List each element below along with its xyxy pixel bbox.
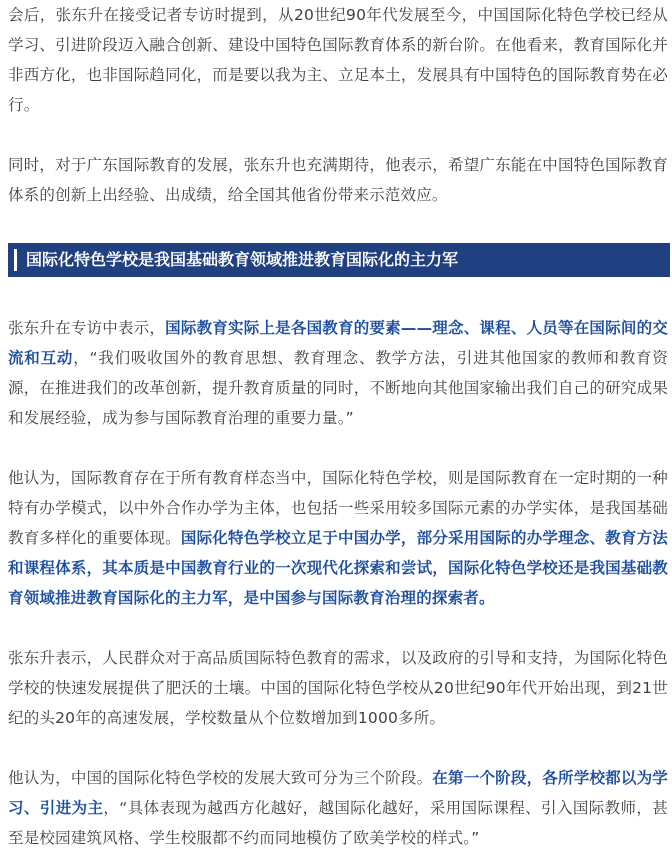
body-text: 他认为，中国的国际化特色学校的发展大致可分为三个阶段。 xyxy=(8,769,433,787)
section-heading xyxy=(8,243,670,277)
paragraph-international-schools xyxy=(8,463,668,613)
body-text: ，“我们吸收国外的教育思想、教育理念、教学方法，引进其他国家的教师和教育资源，在推进我们的改革创新，提升教育质量的同时，不断地向其他国家输出我们自己的研究成果和发展经验，成为参与国际教育治理的重要力量。” xyxy=(8,349,668,427)
body-text: 同时，对于广东国际教育的发展，张东升也充满期待，他表示，希望广东能在中国特色国际教育体系的创新上出经验、出成绩，给全国其他省份带来示范效应。 xyxy=(8,156,668,204)
section-heading-text: 国际化特色学校是我国基础教育领域推进教育国际化的主力军 xyxy=(26,250,459,269)
paragraph-guangdong-expectation xyxy=(8,150,668,210)
heading-accent-bar xyxy=(14,249,17,271)
body-text: 会后，张东升在接受记者专访时提到，从20世纪90年代发展至今，中国国际化特色学校已经从学习、引进阶段迈入融合创新、建设中国特色国际教育体系的新台阶。在他看来，教育国际化并非西方化，也非国际趋同化，而是要以我为主、立足本土，发展具有中国特色的国际教育势在必行。 xyxy=(8,6,668,114)
body-text: 张东升在专访中表示， xyxy=(8,319,166,337)
paragraph-three-stages xyxy=(8,763,668,853)
highlight-text: 国际教育实际上是各国教育的要素——理念、课程、人员等在国际间的交流和互动 xyxy=(8,319,668,367)
highlight-text: 国际化特色学校立足于中国办学，部分采用国际的办学理念、教育方法和课程体系，其本质是中国教育行业的一次现代化探索和尝试，国际化特色学校还是我国基础教育领域推进教育国际化的主力军，是中国参与国际教育治理的探索者。 xyxy=(8,529,669,607)
body-text: ，“具体表现为越西方化越好，越国际化越好，采用国际课程、引入国际教师，甚至是校园建筑风格、学生校服都不约而同地模仿了欧美学校的样式。” xyxy=(8,799,669,847)
paragraph-interview-intro xyxy=(8,0,668,120)
paragraph-school-growth xyxy=(8,643,668,733)
highlight-text: 在第一个阶段，各所学校都以为学习、引进为主 xyxy=(8,769,668,817)
body-text: 张东升表示，人民群众对于高品质国际特色教育的需求，以及政府的引导和支持，为国际化特色学校的快速发展提供了肥沃的土壤。中国的国际化特色学校从20世纪90年代开始出现，到21世纪的头20年的高速发展，学校数量从个位数增加到1000多所。 xyxy=(8,649,668,727)
paragraph-international-education xyxy=(8,313,668,433)
body-text: 他认为，国际教育存在于所有教育样态当中，国际化特色学校，则是国际教育在一定时期的一种特有办学模式，以中外合作办学为主体，也包括一些采用较多国际元素的办学实体，是我国基础教育多样化的重要体现。 xyxy=(8,469,668,547)
